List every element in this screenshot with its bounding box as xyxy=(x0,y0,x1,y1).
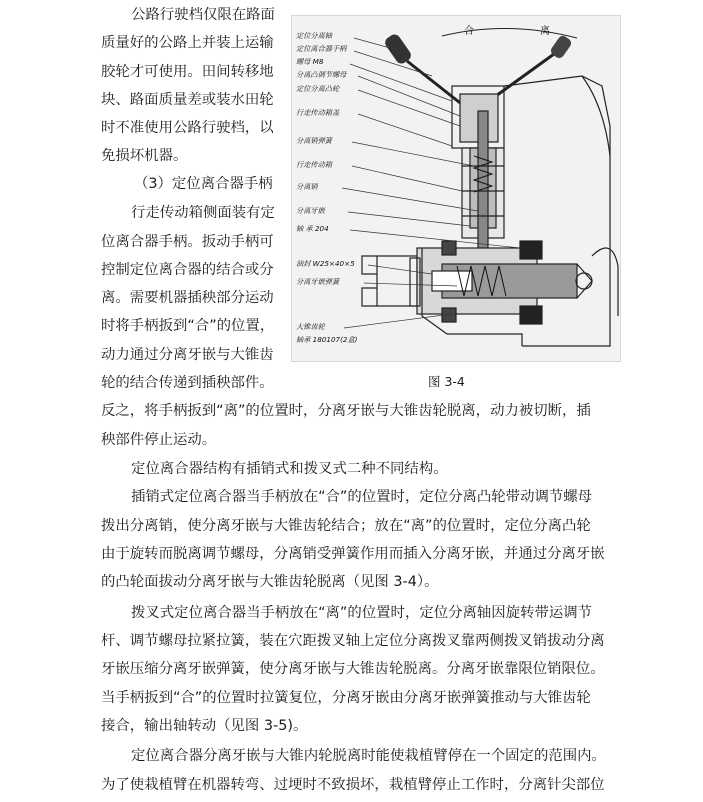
para1-full-line: 反之，将手柄扳到“离”的位置时，分离牙嵌与大锥齿轮脱离，动力被切断，插 xyxy=(101,403,591,419)
figure-label: 分离销弹簧 xyxy=(296,136,332,145)
label-he: 合 xyxy=(464,26,474,37)
para1-line: 位离合器手柄。扳动手柄可 xyxy=(101,234,274,250)
figure-label: 分离凸调节螺母 xyxy=(296,70,347,79)
figure-3-4-drawing xyxy=(291,15,621,362)
para3-line: 由于旋转而脱离调节螺母，分离销受弹簧作用而插入分离牙嵌，并通过分离牙嵌 xyxy=(101,546,605,562)
intro-line: 块、路面质量差或装水田轮 xyxy=(101,92,274,108)
label-li: 离 xyxy=(540,26,550,37)
section-heading: （3）定位离合器手柄 xyxy=(134,176,273,192)
para4-line: 拨叉式定位离合器当手柄放在“离”的位置时，定位分离轴因旋转带运调节 xyxy=(131,605,593,621)
figure-label: 分离牙嵌 xyxy=(296,206,325,215)
para3-line: 插销式定位离合器当手柄放在“合”的位置时，定位分离凸轮带动调节螺母 xyxy=(131,489,593,505)
intro-line: 免损坏机器。 xyxy=(101,148,188,164)
para1-line: 时将手柄扳到“合”的位置， xyxy=(101,318,275,334)
figure-label: 分离销 xyxy=(296,182,318,191)
para5-line: 定位离合器分离牙嵌与大锥内轮脱离时能使栽植臂停在一个固定的范围内。 xyxy=(131,748,606,764)
figure-label: 分离牙嵌弹簧 xyxy=(296,277,340,286)
para1-line: 控制定位离合器的结合或分 xyxy=(101,262,274,278)
intro-line: 胶轮才可使用。田间转移地 xyxy=(101,64,274,80)
para3-line: 拨出分离销，使分离牙嵌与大锥齿轮结合；放在“离”的位置时，定位分离凸轮 xyxy=(101,518,591,534)
para4-line: 当手柄扳到“合”的位置时拉簧复位，分离牙嵌由分离牙嵌弹簧推动与大锥齿轮 xyxy=(101,690,591,706)
figure-label: 轴承 180107(2盒) xyxy=(296,335,358,344)
para1-line: 行走传动箱侧面装有定 xyxy=(131,205,275,221)
figure-label: 定位分离凸轮 xyxy=(296,84,340,93)
intro-line: 时不准使用公路行驶档，以 xyxy=(101,120,274,136)
para2: 定位离合器结构有插销式和拨叉式二种不同结构。 xyxy=(131,461,448,477)
figure-label: 油封 W25×40×5 xyxy=(296,259,355,268)
figure-label: 定位离合器手柄 xyxy=(296,44,347,53)
para1-line: 轮的结合传递到插秧部件。 xyxy=(101,375,274,391)
para1-tail: 秧部件停止运动。 xyxy=(101,432,217,448)
para4-line: 杆、调节螺母拉紧拉簧，装在穴距拨叉轴上定位分离拨叉靠两侧拨叉销拔动分离 xyxy=(101,633,605,649)
figure-label: 轴 承 204 xyxy=(296,224,329,233)
figure-label: 大锥齿轮 xyxy=(296,322,325,331)
figure-label: 螺母 M8 xyxy=(296,57,324,66)
para1-line: 动力通过分离牙嵌与大锥齿 xyxy=(101,347,274,363)
figure-label: 行走传动箱 xyxy=(296,160,332,169)
para5-line: 为了使栽植臂在机器转弯、过埂时不致损坏，栽植臂停止工作时，分离针尖部位 xyxy=(101,777,605,793)
para3-line: 的凸轮面拔动分离牙嵌与大锥齿轮脱离（见图 3-4）。 xyxy=(101,574,439,590)
intro-line: 质量好的公路上并装上运输 xyxy=(101,35,274,51)
figure-caption: 图 3-4 xyxy=(428,374,465,389)
figure-label: 行走传动箱盖 xyxy=(296,108,340,117)
para4-line: 接合，输出轴转动（见图 3-5)。 xyxy=(101,718,308,734)
intro-line: 公路行驶档仅限在路面 xyxy=(131,7,275,23)
para4-line: 牙嵌压缩分离牙嵌弹簧，使分离牙嵌与大锥齿轮脱离。分离牙嵌靠限位销限位。 xyxy=(101,661,605,677)
figure-label: 定位分离轴 xyxy=(296,31,332,40)
para1-line: 离。需要机器插秧部分运动 xyxy=(101,290,274,306)
